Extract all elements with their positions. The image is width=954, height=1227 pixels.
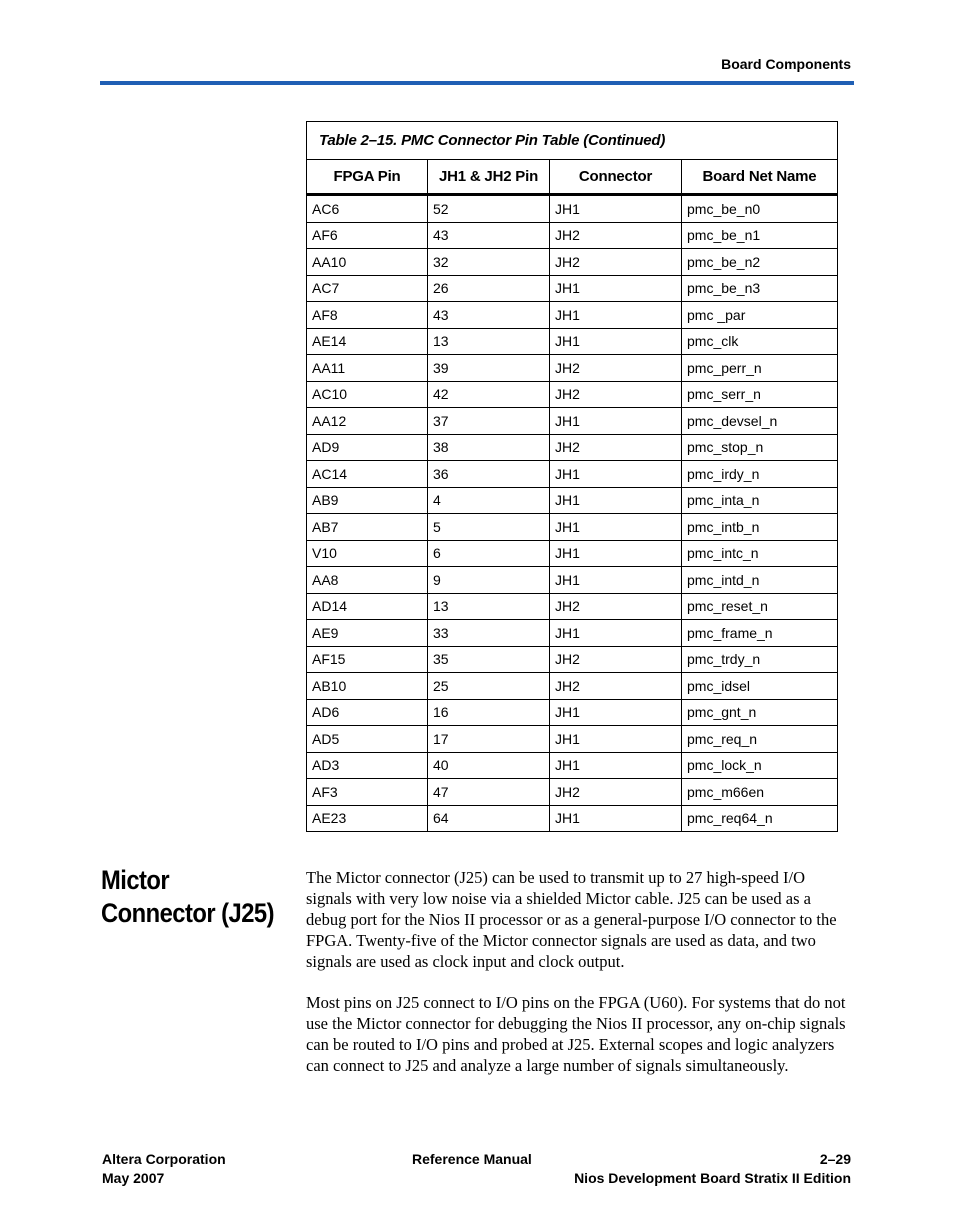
cell-connector: JH2: [550, 434, 682, 461]
cell-jh-pin: 33: [428, 620, 550, 647]
footer-page-number: 2–29: [819, 1151, 851, 1167]
cell-fpga-pin: AA8: [307, 567, 428, 594]
table-row: [307, 302, 838, 329]
cell-jh-pin: 13: [428, 328, 550, 355]
cell-board-net-name: pmc_perr_n: [682, 355, 838, 382]
section-heading: [101, 864, 274, 930]
cell-board-net-name: pmc_lock_n: [682, 752, 838, 779]
table-row: [307, 275, 838, 302]
cell-fpga-pin: AE9: [307, 620, 428, 647]
cell-jh-pin: 13: [428, 593, 550, 620]
cell-jh-pin: 39: [428, 355, 550, 382]
cell-board-net-name: pmc_be_n1: [682, 222, 838, 249]
cell-jh-pin: 4: [428, 487, 550, 514]
table-row: [307, 249, 838, 276]
cell-connector: JH1: [550, 620, 682, 647]
table-row: [307, 779, 838, 806]
cell-fpga-pin: V10: [307, 540, 428, 567]
cell-connector: JH1: [550, 487, 682, 514]
cell-fpga-pin: AA10: [307, 249, 428, 276]
cell-connector: JH2: [550, 673, 682, 700]
cell-connector: JH1: [550, 567, 682, 594]
cell-connector: JH1: [550, 328, 682, 355]
cell-connector: JH1: [550, 514, 682, 541]
column-header-board-net-name: Board Net Name: [682, 160, 838, 195]
cell-fpga-pin: AF15: [307, 646, 428, 673]
cell-board-net-name: pmc_frame_n: [682, 620, 838, 647]
column-header-connector: Connector: [550, 160, 682, 195]
table-caption: Table 2–15. PMC Connector Pin Table (Continued): [307, 122, 838, 160]
cell-connector: JH1: [550, 302, 682, 329]
cell-fpga-pin: AB10: [307, 673, 428, 700]
cell-connector: JH1: [550, 461, 682, 488]
footer-company: Altera Corporation: [102, 1151, 226, 1167]
table-row: [307, 355, 838, 382]
cell-jh-pin: 40: [428, 752, 550, 779]
cell-fpga-pin: AA12: [307, 408, 428, 435]
cell-jh-pin: 37: [428, 408, 550, 435]
cell-jh-pin: 6: [428, 540, 550, 567]
cell-fpga-pin: AC14: [307, 461, 428, 488]
cell-connector: JH1: [550, 752, 682, 779]
cell-jh-pin: 43: [428, 302, 550, 329]
cell-jh-pin: 64: [428, 805, 550, 832]
cell-connector: JH2: [550, 593, 682, 620]
cell-connector: JH2: [550, 249, 682, 276]
cell-fpga-pin: AD6: [307, 699, 428, 726]
cell-jh-pin: 42: [428, 381, 550, 408]
column-header-fpga-pin: FPGA Pin: [307, 160, 428, 195]
cell-fpga-pin: AB9: [307, 487, 428, 514]
table-row: [307, 222, 838, 249]
cell-board-net-name: pmc_trdy_n: [682, 646, 838, 673]
table-row: [307, 408, 838, 435]
cell-connector: JH1: [550, 408, 682, 435]
cell-board-net-name: pmc_clk: [682, 328, 838, 355]
cell-board-net-name: pmc_intd_n: [682, 567, 838, 594]
cell-jh-pin: 25: [428, 673, 550, 700]
body-paragraph-2: Most pins on J25 connect to I/O pins on the FPGA (U60). For systems that do not use the Mictor connector for debugging the Nios II processor, any on-chip signals can be routed to I/O pins and probed at J25. External scopes and logic analyzers can connect to J25 and analyze a large number of signals simultaneously.: [306, 993, 846, 1075]
cell-connector: JH2: [550, 355, 682, 382]
column-header-jh-pin: JH1 & JH2 Pin: [428, 160, 550, 195]
footer-right: [574, 1150, 851, 1188]
cell-fpga-pin: AB7: [307, 514, 428, 541]
cell-board-net-name: pmc_req64_n: [682, 805, 838, 832]
cell-jh-pin: 17: [428, 726, 550, 753]
table-body: [307, 195, 838, 832]
footer-date: May 2007: [102, 1170, 165, 1186]
cell-fpga-pin: AE23: [307, 805, 428, 832]
cell-board-net-name: pmc_intc_n: [682, 540, 838, 567]
table-row: [307, 646, 838, 673]
cell-connector: JH1: [550, 275, 682, 302]
footer-edition: Nios Development Board Stratix II Edition: [574, 1170, 851, 1186]
pmc-connector-pin-table: [306, 121, 838, 832]
cell-connector: JH1: [550, 699, 682, 726]
table-row: [307, 752, 838, 779]
cell-fpga-pin: AF3: [307, 779, 428, 806]
table-row: [307, 567, 838, 594]
table-row: [307, 461, 838, 488]
footer-doc-type: Reference Manual: [412, 1151, 532, 1167]
table-header-row: [307, 160, 838, 195]
table-row: [307, 620, 838, 647]
cell-jh-pin: 35: [428, 646, 550, 673]
cell-fpga-pin: AF8: [307, 302, 428, 329]
cell-jh-pin: 9: [428, 567, 550, 594]
table-row: [307, 487, 838, 514]
table-row: [307, 699, 838, 726]
cell-jh-pin: 47: [428, 779, 550, 806]
cell-board-net-name: pmc_be_n0: [682, 195, 838, 223]
cell-fpga-pin: AC6: [307, 195, 428, 223]
cell-fpga-pin: AC7: [307, 275, 428, 302]
table-row: [307, 434, 838, 461]
footer-center: [412, 1150, 532, 1169]
section-heading-line2: Connector (J25): [101, 898, 274, 928]
cell-board-net-name: pmc_idsel: [682, 673, 838, 700]
cell-board-net-name: pmc_req_n: [682, 726, 838, 753]
cell-connector: JH2: [550, 381, 682, 408]
table-row: [307, 593, 838, 620]
cell-board-net-name: pmc_devsel_n: [682, 408, 838, 435]
table-row: [307, 805, 838, 832]
cell-jh-pin: 5: [428, 514, 550, 541]
cell-board-net-name: pmc_serr_n: [682, 381, 838, 408]
cell-connector: JH1: [550, 195, 682, 223]
cell-fpga-pin: AA11: [307, 355, 428, 382]
table-row: [307, 540, 838, 567]
running-header-title: Board Components: [721, 56, 851, 72]
table-row: [307, 726, 838, 753]
cell-connector: JH2: [550, 646, 682, 673]
body-paragraph-1: The Mictor connector (J25) can be used to transmit up to 27 high-speed I/O signals with very low noise via a shielded Mictor cable. J25 can be used as a debug port for the Nios II processor or as a general-purpose I/O connector to the FPGA. Twenty-five of the Mictor connector signals are used as data, and two signals are used as clock input and clock output.: [306, 868, 837, 971]
cell-jh-pin: 16: [428, 699, 550, 726]
cell-fpga-pin: AD9: [307, 434, 428, 461]
cell-connector: JH2: [550, 222, 682, 249]
cell-fpga-pin: AD3: [307, 752, 428, 779]
table-row: [307, 673, 838, 700]
table-row: [307, 514, 838, 541]
cell-fpga-pin: AD14: [307, 593, 428, 620]
cell-board-net-name: pmc_be_n3: [682, 275, 838, 302]
cell-board-net-name: pmc_reset_n: [682, 593, 838, 620]
cell-jh-pin: 38: [428, 434, 550, 461]
cell-board-net-name: pmc_intb_n: [682, 514, 838, 541]
table-row: [307, 328, 838, 355]
table-row: [307, 381, 838, 408]
cell-board-net-name: pmc_be_n2: [682, 249, 838, 276]
footer-left: [102, 1150, 226, 1188]
cell-fpga-pin: AF6: [307, 222, 428, 249]
cell-fpga-pin: AC10: [307, 381, 428, 408]
cell-board-net-name: pmc_gnt_n: [682, 699, 838, 726]
cell-connector: JH1: [550, 805, 682, 832]
cell-connector: JH1: [550, 540, 682, 567]
cell-board-net-name: pmc _par: [682, 302, 838, 329]
cell-jh-pin: 36: [428, 461, 550, 488]
cell-board-net-name: pmc_stop_n: [682, 434, 838, 461]
section-heading-line1: Mictor: [101, 865, 170, 895]
cell-board-net-name: pmc_m66en: [682, 779, 838, 806]
cell-jh-pin: 52: [428, 195, 550, 223]
cell-fpga-pin: AE14: [307, 328, 428, 355]
cell-jh-pin: 32: [428, 249, 550, 276]
table-caption-row: [307, 122, 838, 160]
cell-jh-pin: 43: [428, 222, 550, 249]
cell-board-net-name: pmc_inta_n: [682, 487, 838, 514]
cell-board-net-name: pmc_irdy_n: [682, 461, 838, 488]
table-row: [307, 195, 838, 223]
cell-fpga-pin: AD5: [307, 726, 428, 753]
cell-connector: JH2: [550, 779, 682, 806]
cell-jh-pin: 26: [428, 275, 550, 302]
cell-connector: JH1: [550, 726, 682, 753]
header-rule: [100, 81, 854, 85]
